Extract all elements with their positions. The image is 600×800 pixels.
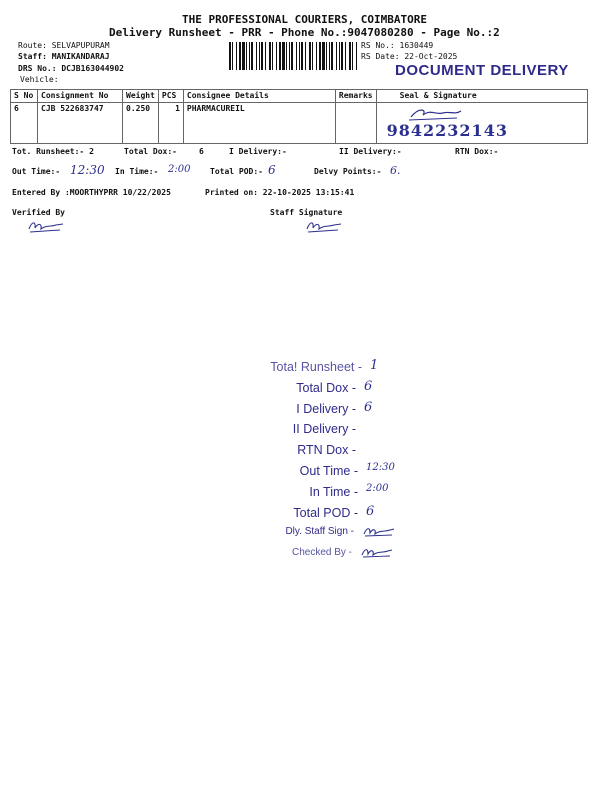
barcode-bar [276, 42, 277, 70]
barcode-bar [242, 42, 245, 70]
barcode-bar [232, 42, 233, 70]
tot-runsheet: Tot. Runsheet:- 2 [12, 147, 94, 156]
col-consignee: Consignee Details [183, 90, 335, 103]
barcode-bar [259, 42, 260, 70]
barcode-bar [282, 42, 285, 70]
summary-value: 6 [364, 378, 373, 394]
barcode-bar [249, 42, 250, 70]
col-sno: S No [11, 90, 38, 103]
barcode-bar [265, 42, 266, 70]
summary-label: Out Time - [299, 464, 358, 478]
barcode-bar [309, 42, 311, 70]
route-label: Route: SELVAPUPURAM [18, 41, 110, 50]
total-dox-label: Total Dox:- [124, 147, 177, 156]
drs-number: DRS No.: DCJB163044902 [18, 64, 124, 73]
barcode-bar [312, 42, 313, 70]
i-delivery-label: I Delivery:- [229, 147, 287, 156]
barcode-bar [229, 42, 231, 70]
barcode-bar [329, 42, 330, 70]
rs-date: RS Date: 22-Oct-2025 [361, 52, 458, 61]
summary-label: Dly. Staff Sign - [285, 526, 354, 538]
barcode-bar [286, 42, 287, 70]
barcode-bar [261, 42, 263, 70]
barcode-bar [305, 42, 306, 70]
col-weight: Weight [123, 90, 159, 103]
cell-consignee: PHARMACUREIL [183, 103, 335, 144]
verifier-signature [26, 219, 66, 235]
staff-signature [304, 219, 344, 235]
barcode-bar [352, 42, 353, 70]
barcode-bar [349, 42, 351, 70]
staff-label: Staff: MANIKANDARAJ [18, 52, 110, 61]
barcode-bar [299, 42, 300, 70]
barcode-bar [319, 42, 321, 70]
summary-value: 6 [366, 503, 375, 519]
col-remarks: Remarks [335, 90, 376, 103]
barcode-bar [239, 42, 241, 70]
col-pcs: PCS [158, 90, 183, 103]
summary-value: 6 [364, 399, 373, 415]
cell-pcs: 1 [158, 103, 183, 144]
barcode-bar [272, 42, 273, 70]
out-time-value: 12:30 [70, 163, 105, 177]
rs-number: RS No.: 1630449 [361, 41, 434, 50]
barcode-bar [246, 42, 247, 70]
delvy-points-label: Delvy Points:- [314, 167, 382, 176]
staff-sign-scribble [362, 525, 396, 539]
document-delivery-stamp: DOCUMENT DELIVERY [395, 62, 569, 79]
table-row [11, 103, 588, 144]
total-pod-label: Total POD:- [210, 167, 263, 176]
table-header-row [11, 90, 588, 103]
summary-label: Tota! Runsheet - [270, 360, 362, 374]
receiver-phone: 9842232143 [386, 121, 508, 140]
cell-seal-signature [376, 103, 587, 144]
summary-label: Total Dox - [296, 380, 356, 395]
barcode-bar [339, 42, 340, 70]
cell-consignment: CJB 522683747 [38, 103, 123, 144]
barcode-bar [316, 42, 317, 70]
barcode-bar [345, 42, 346, 70]
checked-by-scribble [360, 546, 394, 560]
company-title: THE PROFESSIONAL COURIERS, COIMBATORE [182, 13, 428, 26]
in-time-value: 2:00 [168, 164, 191, 175]
total-pod-value: 6 [268, 163, 276, 177]
barcode-bar [336, 42, 337, 70]
ii-delivery-label: II Delivery:- [339, 147, 402, 156]
summary-label: Checked By - [291, 547, 352, 559]
summary-value: 12:30 [366, 462, 395, 473]
rtn-dox-label: RTN Dox:- [455, 147, 499, 156]
cell-sno: 6 [11, 103, 38, 144]
out-time-label: Out Time:- [12, 167, 61, 176]
runsheet-table [10, 89, 588, 144]
staff-signature-label: Staff Signature [270, 208, 343, 217]
col-consignment: Consignment No [38, 90, 123, 103]
barcode-bar [301, 42, 303, 70]
cell-remarks [335, 103, 376, 144]
entered-by: Entered By :MOORTHYPRR 10/22/2025 [12, 188, 171, 197]
summary-label: Total POD - [293, 505, 358, 520]
cell-weight: 0.250 [123, 103, 159, 144]
delvy-points-value: 6. [390, 164, 401, 177]
summary-label: I Delivery - [296, 401, 356, 416]
runsheet-subtitle: Delivery Runsheet - PRR - Phone No.:9047080280 - Page No.:2 [109, 26, 500, 39]
barcode-bar [236, 42, 237, 70]
barcode-bar [279, 42, 281, 70]
summary-value: 2:00 [366, 482, 389, 494]
barcode-bar [251, 42, 253, 70]
summary-label: II Delivery - [292, 422, 356, 437]
total-dox-value: 6 [199, 147, 204, 156]
col-seal-signature: Seal & Signature [376, 90, 587, 103]
barcode [229, 42, 357, 70]
summary-value: 1 [370, 358, 379, 373]
barcode-bar [331, 42, 333, 70]
barcode-bar [322, 42, 325, 70]
barcode-bar [326, 42, 327, 70]
barcode-bar [256, 42, 257, 70]
barcode-bar [341, 42, 343, 70]
barcode-bar [356, 42, 357, 70]
summary-label: In Time - [309, 484, 358, 499]
printed-on: Printed on: 22-10-2025 13:15:41 [205, 188, 355, 197]
barcode-bar [289, 42, 290, 70]
summary-label: RTN Dox - [297, 443, 356, 458]
in-time-label: In Time:- [115, 167, 159, 176]
verified-by-label: Verified By [12, 208, 65, 217]
barcode-bar [296, 42, 297, 70]
barcode-bar [291, 42, 293, 70]
vehicle-label: Vehicle: [20, 75, 59, 84]
barcode-bar [269, 42, 271, 70]
